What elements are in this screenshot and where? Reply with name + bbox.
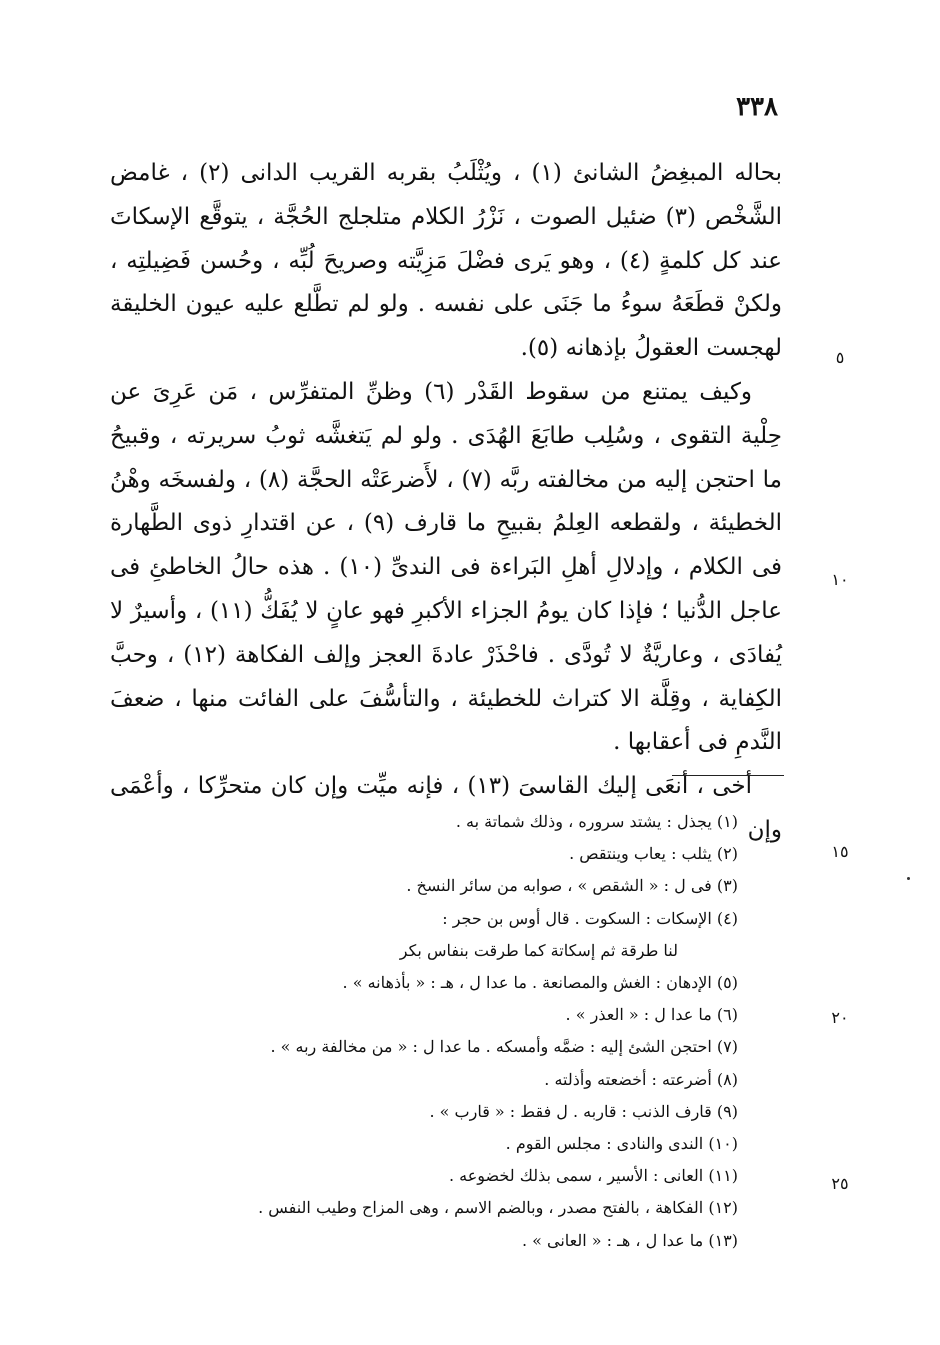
- footnote: (٢) يثلب : يعاب وينتقص .: [569, 844, 738, 864]
- line-number: ٢٠: [831, 1008, 849, 1027]
- line-number: ٢٥: [831, 1174, 849, 1193]
- margin-dot: [907, 877, 910, 880]
- paragraph: وكيف يمتنع من سقوط القَدْر (٦) وظنِّ المتفرِّس ، مَن عَرِىَ عن حِلْية التقوى ، وسُلِب طابَعَ الهُدَى . ولو لم يَتغشَّه ثوبُ سريرته ، وقبيحُ ما احتجن إليه من مخالفته ربَّه (٧) ، لأَضرعَتْه الحجَّة (٨) ، ولفسخَه وهْنُ الخطيئة ، ولقطعه العِلمُ بقبيحِ ما قارف (٩) ، عن اقتدارِ ذوى الطَّهارة فى الكلام ، وإدلالِ أهلِ البَراءة فى الندىِّ (١٠) . هذه حالُ الخاطئِ فى عاجل الدُّنيا ؛ فإذا كان يومُ الجزاء الأكبرِ فهو عانٍ لا يُفَكُّ (١١) ، وأسيرٌ لا يُفادَى ، وعاريَّةٌ لا تُودَّى . فاحْذَرْ عادةَ العجز وإلف الفكاهة (١٢) ، وحبَّ الكِفاية ، وقِلَّة الا كتراث للخطيئة ، والتأسُّفَ على الفائت منها ، ضعفَ النَّدمِ فى أعقابها .: [110, 378, 783, 756]
- footnote: (١١) العانى : الأسير ، سمى بذلك لخضوعه .: [448, 1166, 738, 1186]
- paragraph: بحاله المبغِضُ الشانئ (١) ، ويُثْلَبُ بقربه القريب الدانى (٢) ، غامض الشَّخْص (٣) ضئيل الصوت ، نَزْرُ الكلام متلجلج الحُجَّة ، يتوقَّع الإسكاتَ عند كل كلمةٍ (٤) ، وهو يَرى فضْلَ مَزِيَّته وصريحَ لُبِّه ، وحُسن فَضِيلتِه ، ولكنْ قطَعَهُ سوءُ ما جَنَى على نفسه . ولو لم تطَّلع عليه عيون الخليقة لهجست العقولُ بإذهانه (٥).: [110, 160, 783, 362]
- footnote: (٣) فى ل : « الشقص » ، صوابه من سائر النسخ .: [406, 876, 738, 896]
- footnote: (٨) أضرعته : أخضعته وأذلته .: [544, 1069, 738, 1089]
- line-number: ١٥: [831, 842, 849, 861]
- line-number: ١٠: [831, 570, 849, 589]
- footnote: (٥) الإدهان : الغش والمصانعة . ما عدا ل ، هـ : « بأذهانه » .: [342, 973, 738, 993]
- footnote: (٩) قارف الذنب : قاربه . ل فقط : « قارب » .: [429, 1101, 738, 1121]
- footnote: (٦) ما عدا ل : « العذر » .: [565, 1005, 738, 1025]
- paragraph: أخى ، أنعَى إليك القاسىَ (١٣) ، فإنه ميِّت وإن كان متحرِّكا ، وأعْمَى وإن: [110, 773, 782, 843]
- footnote: (٤) الإسكات : السكوت . قال أوس بن حجر :: [442, 908, 738, 928]
- footnote: (١٢) الفكاهة ، بالفتح مصدر ، وبالضم الاسم ، وهى المزاح وطيب النفس .: [258, 1198, 738, 1218]
- line-number: ٥: [835, 348, 845, 367]
- footnote: (٧) احتجن الشئ إليه : ضمَّه وأمسكه . ما عدا ل : « من مخالفة ربه » .: [270, 1037, 738, 1057]
- page-number: ٣٣٨: [736, 92, 778, 122]
- footnotes: [120, 806, 738, 1257]
- footnote: (١٣) ما عدا ل ، هـ : « العانى » .: [521, 1230, 738, 1250]
- footnote-verse: لنا طرقة ثم إسكاتة كما طرقت بنفاس بكر: [399, 940, 678, 960]
- footnote: (١) يجذل : يشتد سروره ، وذلك شماتة به .: [455, 812, 738, 831]
- footnote: (١٠) الندى والنادى : مجلس القوم .: [505, 1134, 738, 1154]
- footnote-divider: [672, 775, 784, 776]
- main-text: [110, 152, 782, 853]
